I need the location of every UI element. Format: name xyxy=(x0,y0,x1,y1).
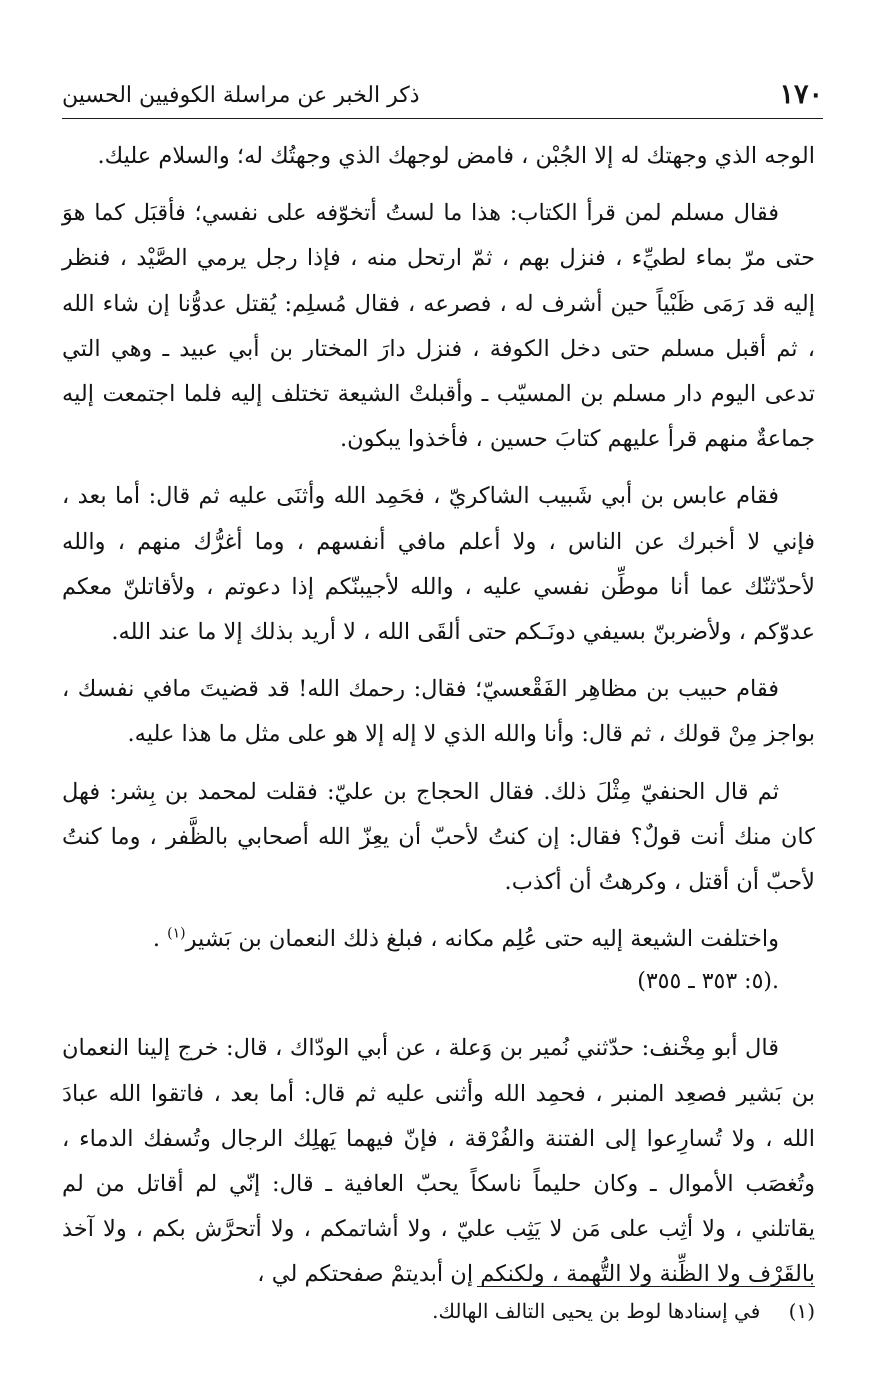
paragraph-4: فقام حبيب بن مظاهِر الفَقْعسيّ؛ فقال: رحمك الله! قد قضيتَ مافي نفسك ، بواجز مِنْ قولك ، ثم قال: وأنا والله الذي لا إله إلا هو على مثل ما هذا عليه. xyxy=(62,676,815,748)
footnote xyxy=(62,1294,815,1328)
paragraph-6-text: واختلفت الشيعة إليه حتى عُلِم مكانه ، فبلغ ذلك النعمان بن بَشير xyxy=(185,926,779,953)
footnote-text: في إسنادها لوط بن يحيى التالف الهالك. xyxy=(432,1299,761,1323)
paragraph-3: فقام عابس بن أبي شَبيب الشاكريّ ، فحَمِد الله وأثنَى عليه ثم قال: أما بعد ، فإني لا أخبرك عن الناس ، ولا أعلم مافي أنفسهم ، وما أغرُّك منهم ، والله لأحدّثنّك عما أنا موطِّن نفسي عليه ، والله لأجيبنّكم إذا دعوتم ، ولأقاتلنّ معكم عدوّكم ، ولأضربنّ بسيفي دونَـكم حتى ألقَى الله ، لا أريد بذلك إلا ما عند الله. xyxy=(62,483,815,646)
paragraph-6: واختلفت الشيعة إليه حتى عُلِم مكانه ، فبلغ ذلك النعمان بن بَشير$^{(١)}$ . .(٥: ٣٥٣ ـ ٣٥٥) xyxy=(62,917,815,1002)
page-number: ١٧٠ xyxy=(779,79,823,110)
source-citation: .(٥: ٣٥٣ ـ ٣٥٥) xyxy=(637,969,779,995)
footnote-divider xyxy=(477,1286,815,1287)
paragraph-7: قال أبو مِخْنف: حدّثني نُمير بن وَعلة ، عن أبي الودّاك ، قال: خرج إلينا النعمان بن بَشير فصعِد المنبر ، فحمِد الله وأثنى عليه ثم قال: أما بعد ، فاتقوا الله عبادَ الله ، ولا تُسارِعوا إلى الفتنة والفُرْقة ، فإنّ فيهما يَهلِك الرجال وتُسفك الدماء ، وتُغصَب الأموال ـ وكان حليماً ناسكاً يحبّ العافية ـ قال: إنّي لم أقاتل من لم يقاتلني ، ولا أثِب على مَن لا يَثِب عليّ ، ولا أشاتمكم ، ولا أتحرَّش بكم ، ولا آخذ بالقَرْف ولا الظِّنة ولا التُّهمة ، ولكنكم إن أبديتمْ صفحتكم لي ، xyxy=(62,1035,815,1288)
page-header xyxy=(62,78,823,119)
footnote-number: (١) xyxy=(788,1299,815,1323)
footnote-reference: (١) xyxy=(167,925,186,942)
paragraph-1: الوجه الذي وجهتك له إلا الجُبْن ، فامض لوجهك الذي وجهتُك له؛ والسلام عليك. xyxy=(97,143,815,169)
running-title: ذكر الخبر عن مراسلة الكوفيين الحسين xyxy=(62,83,420,108)
main-text xyxy=(62,134,815,1298)
paragraph-5: ثم قال الحنفيّ مِثْلَ ذلك. فقال الحجاج بن عليّ: فقلت لمحمد بن بِشر: فهل كان منك أنت قولٌ؟ فقال: إن كنتُ لأحبّ أن يعِزّ الله أصحابي بالظَّفر ، وما كنتُ لأحبّ أن أقتل ، وكرهتُ أن أكذب. xyxy=(62,778,815,896)
paragraph-2: فقال مسلم لمن قرأ الكتاب: هذا ما لستُ أتخوّفه على نفسي؛ فأقبَل كما هوَ حتى مرّ بماء لطيِّء ، فنزل بهم ، ثمّ ارتحل منه ، فإذا رجل يرمي الصَّيْد ، فنظر إليه قد رَمَى ظَبْياً حين أشرف له ، فصرعه ، فقال مُسلِم: يُقتل عدوُّنا إن شاء الله ، ثم أقبل مسلم حتى دخل الكوفة ، فنزل دارَ المختار بن أبي عبيد ـ وهي التي تدعى اليوم دار مسلم بن المسيّب ـ وأقبلتْ الشيعة تختلف إليه فلما اجتمعت إليه جماعةٌ منهم قرأ عليهم كتابَ حسين ، فأخذوا يبكون. xyxy=(62,200,815,453)
